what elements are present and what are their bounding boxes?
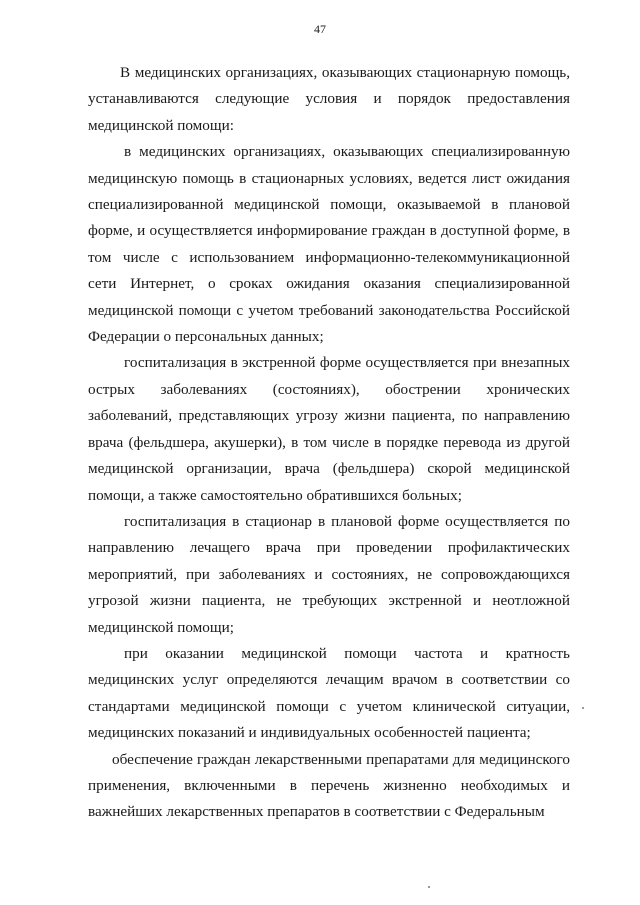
page-number: 47 <box>314 22 326 36</box>
paragraph-drug-provision: обеспечение граждан лекарственными препаратами для медицинского применения, включенными в перечень жизненно необходимых и важнейших лекарственных препаратов в соответствии с Федеральным <box>88 750 570 821</box>
scan-speck <box>428 886 430 888</box>
paragraph-emergency-hospitalization: госпитализация в экстренной форме осуществляется при внезапных острых заболеваниях (состояниях), обострении хронических заболеваний, представляющих угрозу жизни пациента, по направлению врача (фельдшера, акушерки), в том числе в порядке перевода из другой медицинской организации, врача (фельдшера) скорой медицинской помощи, а также самостоятельно обратившихся больных; <box>88 354 570 504</box>
paragraph-waiting-list: в медицинских организациях, оказывающих специализированную медицинскую помощь в стационарных условиях, ведется лист ожидания специализированной медицинской помощи, оказываемой в плановой форме, и осуществляется информирование граждан в доступной форме, в том числе с использованием информационно-телекоммуникационной сети Интернет, о сроках ожидания оказания специализированной медицинской помощи с учетом требований законодательства Российской Федерации о персональных данных; <box>88 143 570 346</box>
scan-speck <box>582 707 584 709</box>
document-body <box>88 60 570 826</box>
paragraph-planned-hospitalization: госпитализация в стационар в плановой форме осуществляется по направлению лечащего врача при проведении профилактических мероприятий, при заболеваниях и состояниях, не сопровождающихся угрозой жизни пациента, не требующих экстренной и неотложной медицинской помощи; <box>88 512 570 636</box>
paragraph-intro: В медицинских организациях, оказывающих стационарную помощь, устанавливаются следующие условия и порядок предоставления медицинской помощи: <box>88 64 570 134</box>
paragraph-service-frequency: при оказании медицинской помощи частота и кратность медицинских услуг определяются лечащим врачом в соответствии со стандартами медицинской помощи с учетом клинической ситуации, медицинских показаний и индивидуальных особенностей пациента; <box>88 644 570 742</box>
